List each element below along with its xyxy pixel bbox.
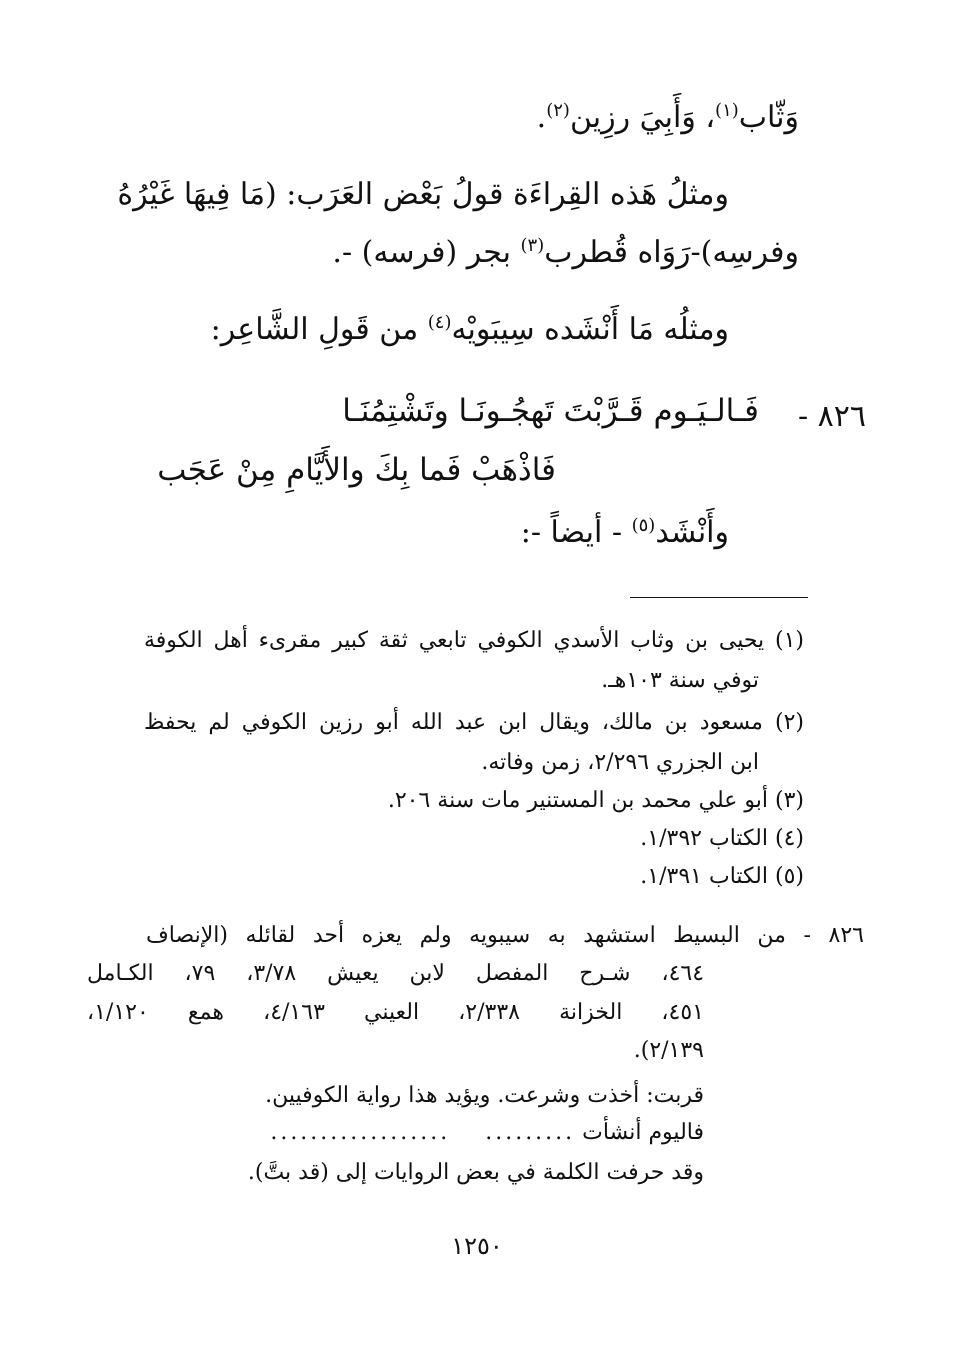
text-segment: وفرسِه)-رَوَاه قُطرب [544,235,799,270]
text-segment: . [536,100,547,135]
footnote-separator [630,597,808,598]
footnote-4: (٤) الكتاب ١/٣٩٢. [640,826,804,851]
body-line-4 [210,312,729,347]
verse-number: ٨٢٦ - [797,399,866,434]
commentary-line-1: ٨٢٦ - من البسيط استشهد به سيبويه ولم يعزه أحد لقائله (الإنصاف [146,923,864,948]
text-segment: وأَنْشَد [655,515,729,550]
text-segment: بجر (فرسه) -. [332,235,521,270]
text-segment: ومثلُه مَا أَنْشَده سِيبَويْه [451,312,729,347]
text-segment: من قَولِ الشَّاعِر: [210,312,428,347]
commentary-line-3: ٤٥١، الخزانة ٢/٣٣٨، العيني ٤/١٦٣، همع ١/١٢٠، [87,1000,704,1025]
body-line-2: ومثلُ هَذه القِراءَة قولُ بَعْض العَرَب: (مَا فِيهَا غَيْرُهُ [117,177,729,212]
footnote-3: (٣) أبو علي محمد بن المستنير مات سنة ٢٠٦. [387,788,804,813]
footnote-2-line-2: ابن الجزري ٢/٢٩٦، زمن وفاته. [481,750,759,775]
footnote-ref-1[interactable]: (١) [715,100,739,121]
footnote-ref-3[interactable]: (٣) [520,235,545,256]
verse-first-hemistich: فَـالـيَـوم قَـرَّبْتَ تَهجُـونَـا وتَشْتِمُنَـا [342,393,759,429]
page-number: ١٢٥٠ [451,1232,503,1260]
footnote-ref-4[interactable]: (٤) [427,312,452,333]
body-line-1 [536,100,799,135]
footnote-2-line-1: (٢) مسعود بن مالك، ويقال ابن عبد الله أبو رزين الكوفي لم يحفظ [144,710,804,735]
text-segment: - أيضاً -: [520,515,632,550]
footnote-ref-2[interactable]: (٢) [546,100,570,121]
text-segment: وَثّاب [738,100,799,135]
footnote-1-line-1: (١) يحيى بن وثاب الأسدي الكوفي تابعي ثقة كبير مقرىء أهل الكوفة [144,628,804,653]
body-line-5 [520,515,729,550]
ellipsis-dots: ......... [485,1120,576,1145]
footnote-5: (٥) الكتاب ١/٣٩١. [640,864,804,889]
commentary-line-5: قربت: أخذت وشرعت. ويؤيد هذا رواية الكوفيين. [265,1083,704,1108]
commentary-line-2: ٤٦٤، شـرح المفصل لابن يعيش ٣/٧٨، ٧٩، الكـامل [87,961,705,986]
commentary-line-6 [270,1122,704,1144]
verse-second-hemistich: فَاذْهَبْ فَما بِكَ والأَيَّامِ مِنْ عَجَب [157,452,556,488]
text-segment: فاليوم أنشأت [582,1120,704,1145]
footnote-ref-5[interactable]: (٥) [631,515,656,536]
text-segment: ، وَأَبِيَ رزِين [569,100,716,135]
commentary-line-4: ٢/١٣٩). [633,1038,704,1063]
body-line-3 [332,235,799,270]
footnote-1-line-2: توفي سنة ١٠٣هـ. [601,668,759,693]
commentary-line-7: وقد حرفت الكلمة في بعض الروايات إلى (قد بتَّ). [247,1160,704,1185]
ellipsis-dots: .................. [270,1120,451,1145]
